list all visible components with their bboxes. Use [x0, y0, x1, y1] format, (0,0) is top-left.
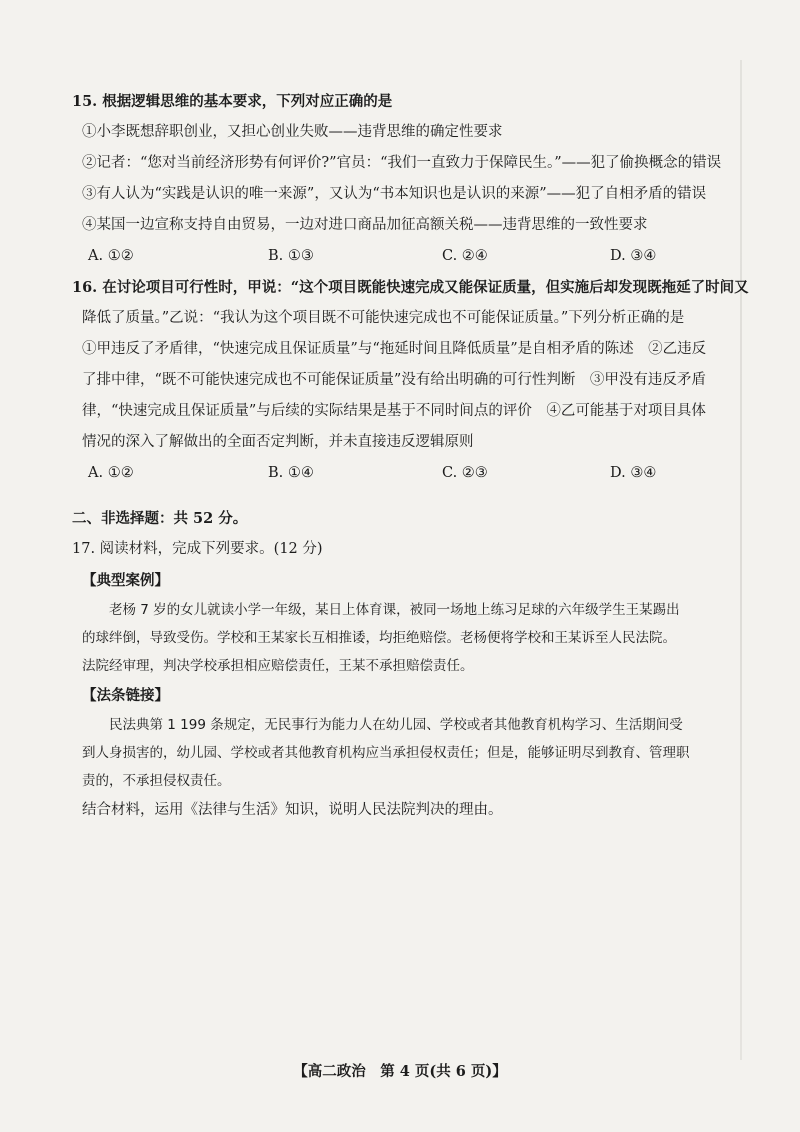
- q16-option-a: A. ①②: [88, 465, 134, 481]
- q15-option-c: C. ②④: [442, 248, 488, 264]
- question-15-item-3: ③有人认为“实践是认识的唯一来源”，又认为“书本知识也是认识的来源”——犯了自相矛盾的错误: [82, 186, 707, 202]
- question-15-stem: 15. 根据逻辑思维的基本要求，下列对应正确的是: [72, 93, 393, 110]
- question-17-stem: 17. 阅读材料，完成下列要求。(12 分): [72, 541, 323, 557]
- question-16-line-5: 律，“快速完成且保证质量”与后续的实际结果是基于不同时间点的评价 ④乙可能基于对项目具体: [82, 403, 706, 419]
- question-17-instruction: 结合材料，运用《法律与生活》知识，说明人民法院判决的理由。: [82, 802, 503, 818]
- section-2-heading: 二、非选择题：共 52 分。: [72, 510, 248, 527]
- exam-page-content: [72, 86, 752, 826]
- case-heading: 【典型案例】: [82, 572, 169, 589]
- question-16-line-6: 情况的深入了解做出的全面否定判断，并未直接违反逻辑原则: [82, 434, 474, 450]
- law-line-1: 民法典第 1 199 条规定，无民事行为能力人在幼儿园、学校或者其他教育机构学习、生活期间受: [109, 717, 683, 733]
- question-16-line-1: 16. 在讨论项目可行性时，甲说：“这个项目既能快速完成又能保证质量，但实施后却发现既拖延了时间又: [72, 279, 749, 296]
- q16-option-c: C. ②③: [442, 465, 488, 481]
- law-text-block: [72, 711, 752, 795]
- question-16-line-2: 降低了质量。”乙说：“我认为这个项目既不可能快速完成也不可能保证质量。”下列分析正确的是: [82, 310, 685, 326]
- q15-option-d: D. ③④: [610, 248, 657, 264]
- law-heading: 【法条链接】: [82, 687, 169, 704]
- q16-option-b: B. ①④: [268, 465, 314, 481]
- law-line-3: 责的，不承担侵权责任。: [82, 773, 231, 789]
- case-line-1: 老杨 7 岁的女儿就读小学一年级，某日上体育课，被同一场地上练习足球的六年级学生王某踢出: [109, 602, 680, 618]
- q15-option-a: A. ①②: [88, 248, 134, 264]
- case-text-block: [72, 596, 752, 680]
- q16-option-d: D. ③④: [610, 465, 657, 481]
- question-16-options: [88, 458, 752, 489]
- q15-option-b: B. ①③: [268, 248, 314, 264]
- page-footer: 【高二政治 第 4 页(共 6 页)】: [293, 1063, 507, 1080]
- question-15-item-1: ①小李既想辞职创业，又担心创业失败——违背思维的确定性要求: [82, 124, 503, 140]
- law-line-2: 到人身损害的，幼儿园、学校或者其他教育机构应当承担侵权责任；但是，能够证明尽到教育、管理职: [82, 745, 690, 761]
- question-15-options: [88, 241, 752, 272]
- question-16-line-3: ①甲违反了矛盾律，“快速完成且保证质量”与“拖延时间且降低质量”是自相矛盾的陈述 ②乙违反: [82, 341, 707, 357]
- case-line-2: 的球绊倒，导致受伤。学校和王某家长互相推诿，均拒绝赔偿。老杨便将学校和王某诉至人民法院。: [82, 630, 676, 646]
- case-line-3: 法院经审理，判决学校承担相应赔偿责任，王某不承担赔偿责任。: [82, 658, 474, 674]
- question-16-line-4: 了排中律，“既不可能快速完成也不可能保证质量”没有给出明确的可行性判断 ③甲没有违反矛盾: [82, 372, 706, 388]
- question-15-item-2: ②记者：“您对当前经济形势有何评价?”官员：“我们一直致力于保障民生。”——犯了偷换概念的错误: [82, 155, 722, 171]
- question-15-item-4: ④某国一边宣称支持自由贸易，一边对进口商品加征高额关税——违背思维的一致性要求: [82, 217, 648, 233]
